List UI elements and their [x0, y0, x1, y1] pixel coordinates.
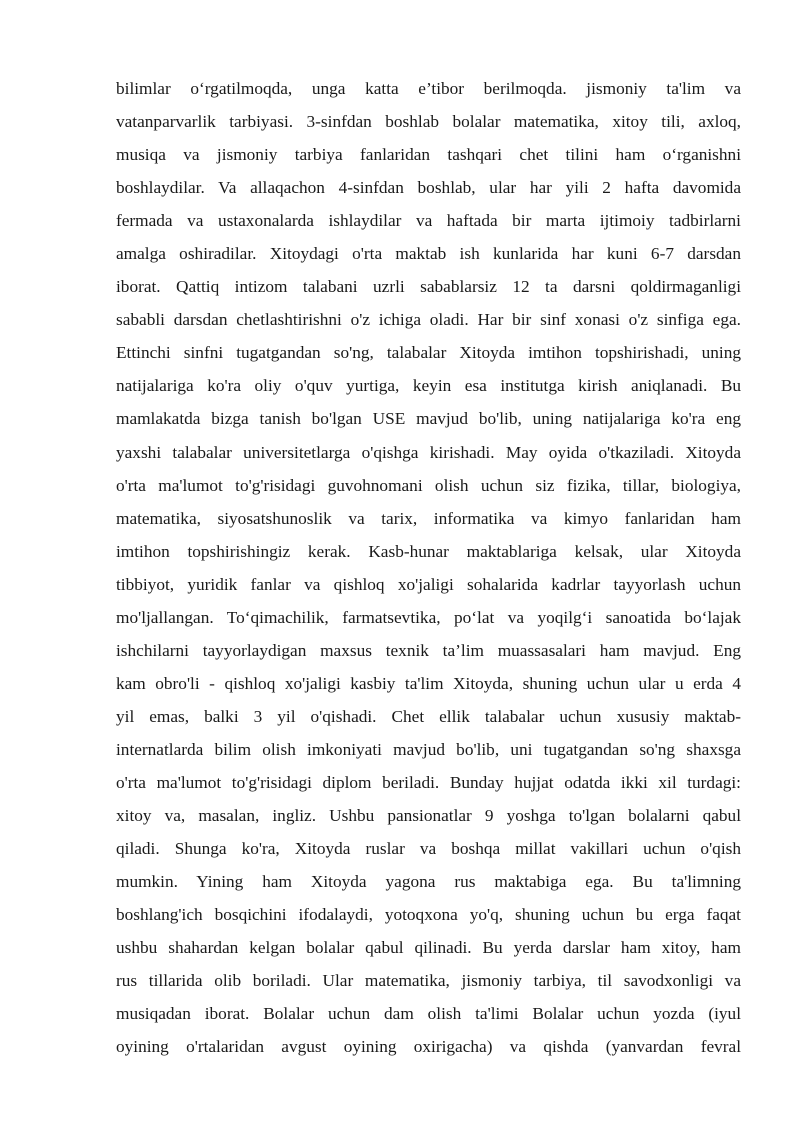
text-line: yil emas, balki 3 yil o'qishadi. Chet ellik talabalar uchun xususiy maktab-	[116, 706, 741, 726]
text-line: bilimlar o‘rgatilmoqda, unga katta e’tibor berilmoqda. jismoniy ta'lim va	[116, 79, 741, 98]
text-line: boshlaydilar. Va allaqachon 4-sinfdan boshlab, ular har yili 2 hafta davomida	[116, 178, 741, 198]
text-line: musiqadan iborat. Bolalar uchun dam olish ta'limi Bolalar uchun yozda (iyul	[116, 1004, 741, 1024]
text-line: amalga oshiradilar. Xitoydagi o'rta maktab ish kunlarida har kuni 6-7 darsdan	[116, 244, 741, 264]
text-line: kam obro'li - qishloq xo'jaligi kasbiy ta'lim Xitoyda, shuning uchun ular u erda 4	[116, 673, 741, 693]
text-line: fermada va ustaxonalarda ishlaydilar va haftada bir marta ijtimoiy tadbirlarni	[116, 211, 741, 231]
text-line: natijalariga ko'ra oliy o'quv yurtiga, keyin esa institutga kirish aniqlanadi. Bu	[116, 376, 741, 396]
text-line: mamlakatda bizga tanish bo'lgan USE mavjud bo'lib, uning natijalariga ko'ra eng	[116, 409, 741, 429]
text-line: musiqa va jismoniy tarbiya fanlaridan tashqari chet tilini ham o‘rganishni	[116, 145, 741, 165]
text-line: matematika, siyosatshunoslik va tarix, informatika va kimyo fanlaridan ham	[116, 508, 741, 528]
text-line: sababli darsdan chetlashtirishni o'z ichiga oladi. Har bir sinf xonasi o'z sinfiga ega.	[116, 310, 741, 330]
text-line: oyining o'rtalaridan avgust oyining oxirigacha) va qishda (yanvardan fevral	[116, 1037, 741, 1057]
text-line: ishchilarni tayyorlaydigan maxsus texnik ta’lim muassasalari ham mavjud. Eng	[116, 640, 741, 660]
text-line: rus tillarida olib boriladi. Ular matematika, jismoniy tarbiya, til savodxonligi va	[116, 971, 741, 991]
text-line: vatanparvarlik tarbiyasi. 3-sinfdan boshlab bolalar matematika, xitoy tili, axloq,	[116, 112, 741, 132]
text-line: qiladi. Shunga ko'ra, Xitoyda ruslar va boshqa millat vakillari uchun o'qish	[116, 839, 741, 859]
text-line: internatlarda bilim olish imkoniyati mavjud bo'lib, uni tugatgandan so'ng shaxsga	[116, 739, 741, 759]
text-line: Ettinchi sinfni tugatgandan so'ng, talabalar Xitoyda imtihon topshirishadi, uning	[116, 343, 741, 363]
text-line: mumkin. Yining ham Xitoyda yagona rus maktabiga ega. Bu ta'limning	[116, 872, 741, 892]
body-paragraph	[116, 72, 741, 1063]
text-line: mo'ljallangan. To‘qimachilik, farmatsevtika, po‘lat va yoqilg‘i sanoatida bo‘lajak	[116, 607, 741, 627]
text-line: iborat. Qattiq intizom talabani uzrli sabablarsiz 12 ta darsni qoldirmaganligi	[116, 277, 741, 297]
text-line: tibbiyot, yuridik fanlar va qishloq xo'jaligi sohalarida kadrlar tayyorlash uchun	[116, 574, 741, 594]
text-line: imtihon topshirishingiz kerak. Kasb-hunar maktablariga kelsak, ular Xitoyda	[116, 541, 741, 561]
text-line: o'rta ma'lumot to'g'risidagi diplom beriladi. Bunday hujjat odatda ikki xil turdagi:	[116, 772, 741, 792]
text-line: ushbu shahardan kelgan bolalar qabul qilinadi. Bu yerda darslar ham xitoy, ham	[116, 938, 741, 958]
text-line: xitoy va, masalan, ingliz. Ushbu pansionatlar 9 yoshga to'lgan bolalarni qabul	[116, 806, 741, 826]
text-line: yaxshi talabalar universitetlarga o'qishga kirishadi. May oyida o'tkaziladi. Xitoyda	[116, 442, 741, 462]
text-line: boshlang'ich bosqichini ifodalaydi, yotoqxona yo'q, shuning uchun bu erga faqat	[116, 905, 741, 925]
text-line: o'rta ma'lumot to'g'risidagi guvohnomani olish uchun siz fizika, tillar, biologiya,	[116, 475, 741, 495]
